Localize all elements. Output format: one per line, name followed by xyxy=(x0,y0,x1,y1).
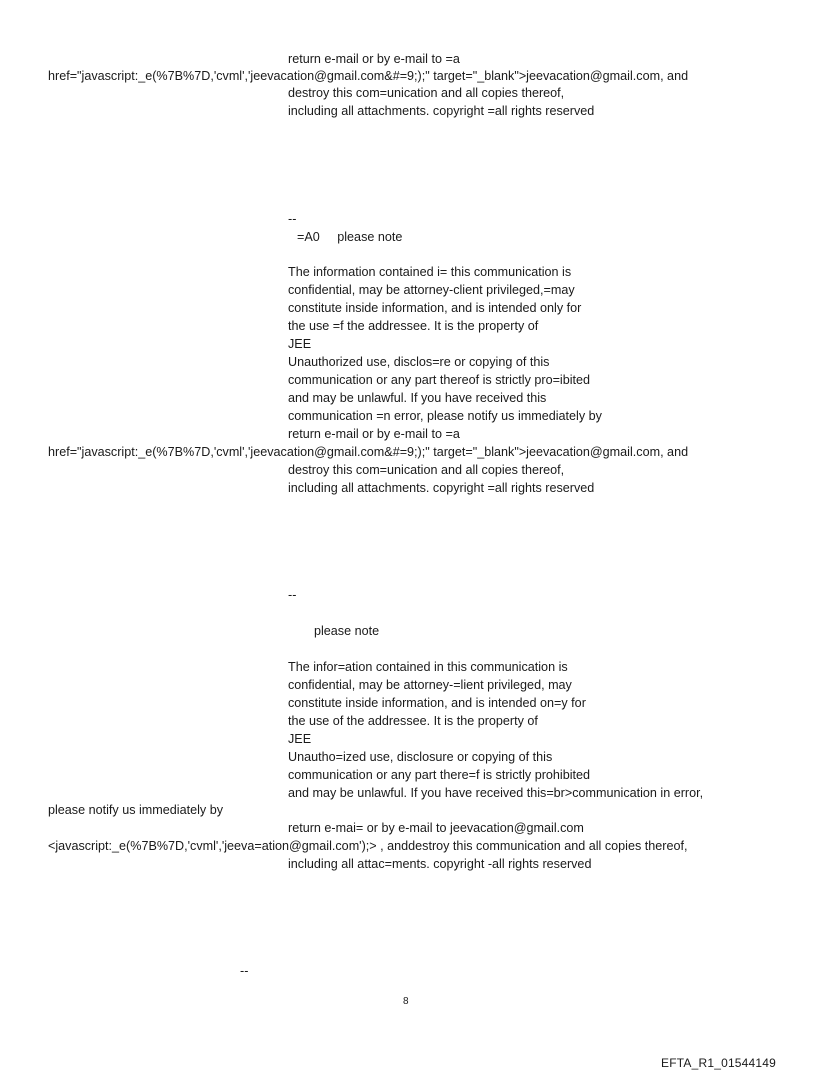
text-line: href="javascript:_e(%7B%7D,'cvml','jeevacation@gmail.com&#=9;);" target="_blank">jeevacation@gmail.com, and xyxy=(48,69,689,83)
text-line: the use =f the addressee. It is the property of xyxy=(288,319,539,333)
text-line: communication =n error, please notify us immediately by xyxy=(288,409,602,423)
text-line: JEE xyxy=(288,732,312,746)
bates-stamp: EFTA_R1_01544149 xyxy=(661,1056,777,1070)
text-line: including all attachments. copyright =all rights reserved xyxy=(288,104,595,118)
separator-dashes: -- xyxy=(240,964,249,978)
text-line: communication or any part there=f is strictly prohibited xyxy=(288,768,591,782)
text-line: Unauthorized use, disclos=re or copying of this xyxy=(288,355,550,369)
text-line: please note xyxy=(314,624,380,638)
text-line: The information contained i= this communication is xyxy=(288,265,572,279)
text-line: destroy this com=unication and all copies thereof, xyxy=(288,86,565,100)
text-line: return e-mail or by e-mail to =a xyxy=(288,427,460,441)
text-line: constitute inside information, and is intended only for xyxy=(288,301,582,315)
text-line: and may be unlawful. If you have received this xyxy=(288,391,547,405)
text-line: communication or any part thereof is strictly pro=ibited xyxy=(288,373,591,387)
text-line: and may be unlawful. If you have received this=br>communication in error, xyxy=(288,786,704,800)
text-line: please notify us immediately by xyxy=(48,803,223,817)
text-line: constitute inside information, and is intended on=y for xyxy=(288,696,586,710)
separator-dashes: -- xyxy=(288,588,297,602)
text-line: destroy this com=unication and all copies thereof, xyxy=(288,463,565,477)
text-line: confidential, may be attorney-client privileged,=may xyxy=(288,283,575,297)
page-number: 8 xyxy=(403,996,409,1007)
text-line: confidential, may be attorney-=lient privileged, may xyxy=(288,678,572,692)
text-line: the use of the addressee. It is the property of xyxy=(288,714,538,728)
text-line: return e-mai= or by e-mail to jeevacation@gmail.com xyxy=(288,821,584,835)
text-line: href="javascript:_e(%7B%7D,'cvml','jeevacation@gmail.com&#=9;);" target="_blank">jeevacation@gmail.com, and xyxy=(48,445,689,459)
text-line: JEE xyxy=(288,337,312,351)
text-line: =A0 please note xyxy=(297,230,403,244)
text-line: including all attac=ments. copyright -all rights reserved xyxy=(288,857,592,871)
text-line: The infor=ation contained in this communication is xyxy=(288,660,568,674)
text-line: including all attachments. copyright =all rights reserved xyxy=(288,481,595,495)
text-line: return e-mail or by e-mail to =a xyxy=(288,52,460,66)
text-line: Unautho=ized use, disclosure or copying of this xyxy=(288,750,553,764)
separator-dashes: -- xyxy=(288,212,297,226)
text-line: <javascript:_e(%7B%7D,'cvml','jeeva=ation@gmail.com');> , anddestroy this communication and all copies thereof, xyxy=(48,839,688,853)
